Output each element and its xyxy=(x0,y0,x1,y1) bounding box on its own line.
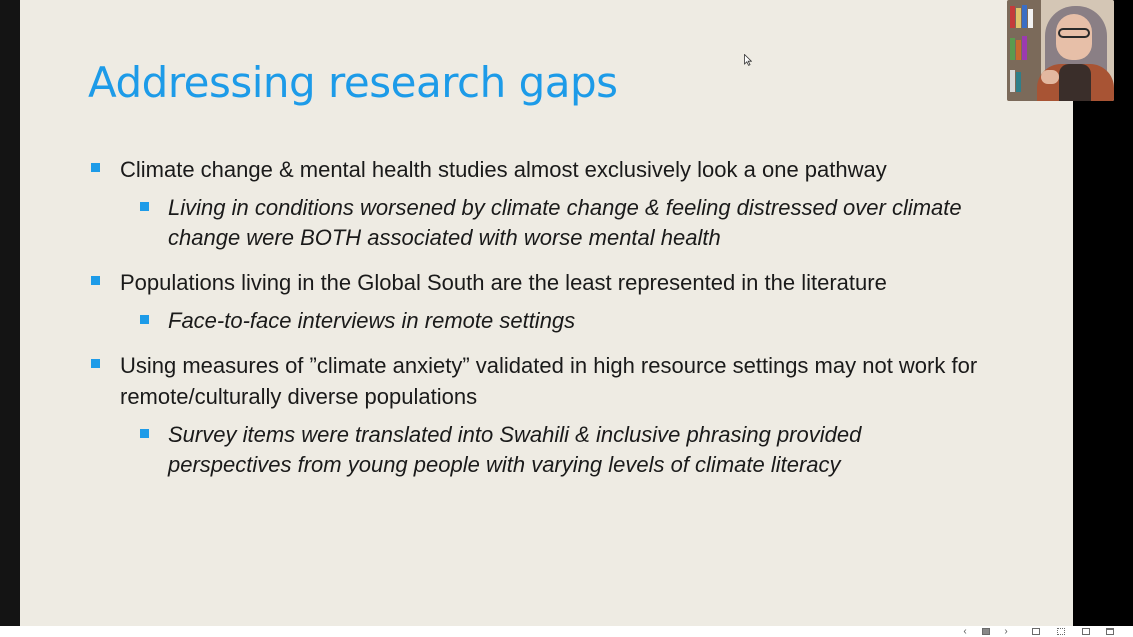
book xyxy=(1010,6,1015,28)
sub-bullet-item xyxy=(90,306,990,336)
bullet-marker xyxy=(91,163,100,172)
slide-menu-icon[interactable] xyxy=(982,628,990,635)
bullet-list xyxy=(90,154,990,480)
book xyxy=(1028,9,1033,28)
bullet-text: Populations living in the Global South are the least represented in the literature xyxy=(120,270,887,295)
sub-bullet-item xyxy=(90,420,990,480)
presenter-webcam xyxy=(1007,0,1114,101)
bullet-item xyxy=(90,154,990,185)
prev-slide-icon[interactable]: ‹ xyxy=(963,626,967,637)
sub-bullet-text: Face-to-face interviews in remote settings xyxy=(168,308,576,333)
bullet-text: Climate change & mental health studies almost exclusively look a one pathway xyxy=(120,157,887,182)
sub-bullet-marker xyxy=(140,429,149,438)
next-slide-icon[interactable]: › xyxy=(1004,626,1008,637)
book xyxy=(1010,38,1015,60)
sub-bullet-marker xyxy=(140,202,149,211)
sub-bullet-text: Living in conditions worsened by climate change & feeling distressed over climate change were BOTH associated with worse mental health xyxy=(168,195,962,250)
book xyxy=(1016,8,1021,28)
normal-view-icon[interactable] xyxy=(1032,628,1040,635)
slideshow-icon[interactable] xyxy=(1106,628,1114,635)
bullet-marker xyxy=(91,359,100,368)
slide-title: Addressing research gaps xyxy=(88,58,618,107)
left-frame-edge xyxy=(0,0,20,637)
glasses-icon xyxy=(1058,28,1090,38)
bullet-item xyxy=(90,267,990,298)
slide-sorter-icon[interactable] xyxy=(1057,628,1065,635)
book xyxy=(1022,5,1027,28)
mouse-cursor-icon xyxy=(744,54,752,66)
presenter-scarf xyxy=(1059,64,1091,101)
sub-bullet-text: Survey items were translated into Swahili & inclusive phrasing provided perspectives from young people with varying levels of climate literacy xyxy=(168,422,862,477)
bullet-marker xyxy=(91,276,100,285)
bookshelf xyxy=(1007,0,1041,101)
bullet-item xyxy=(90,350,990,412)
book xyxy=(1022,36,1027,60)
slideshow-control-bar xyxy=(0,626,1133,637)
presenter-hand xyxy=(1041,70,1059,84)
book xyxy=(1016,72,1021,92)
book xyxy=(1016,40,1021,60)
reading-view-icon[interactable] xyxy=(1082,628,1090,635)
presentation-slide xyxy=(20,0,1073,626)
sub-bullet-item xyxy=(90,193,990,253)
bullet-text: Using measures of ”climate anxiety” validated in high resource settings may not work for remote/culturally diverse populations xyxy=(120,353,978,409)
sub-bullet-marker xyxy=(140,315,149,324)
book xyxy=(1010,70,1015,92)
